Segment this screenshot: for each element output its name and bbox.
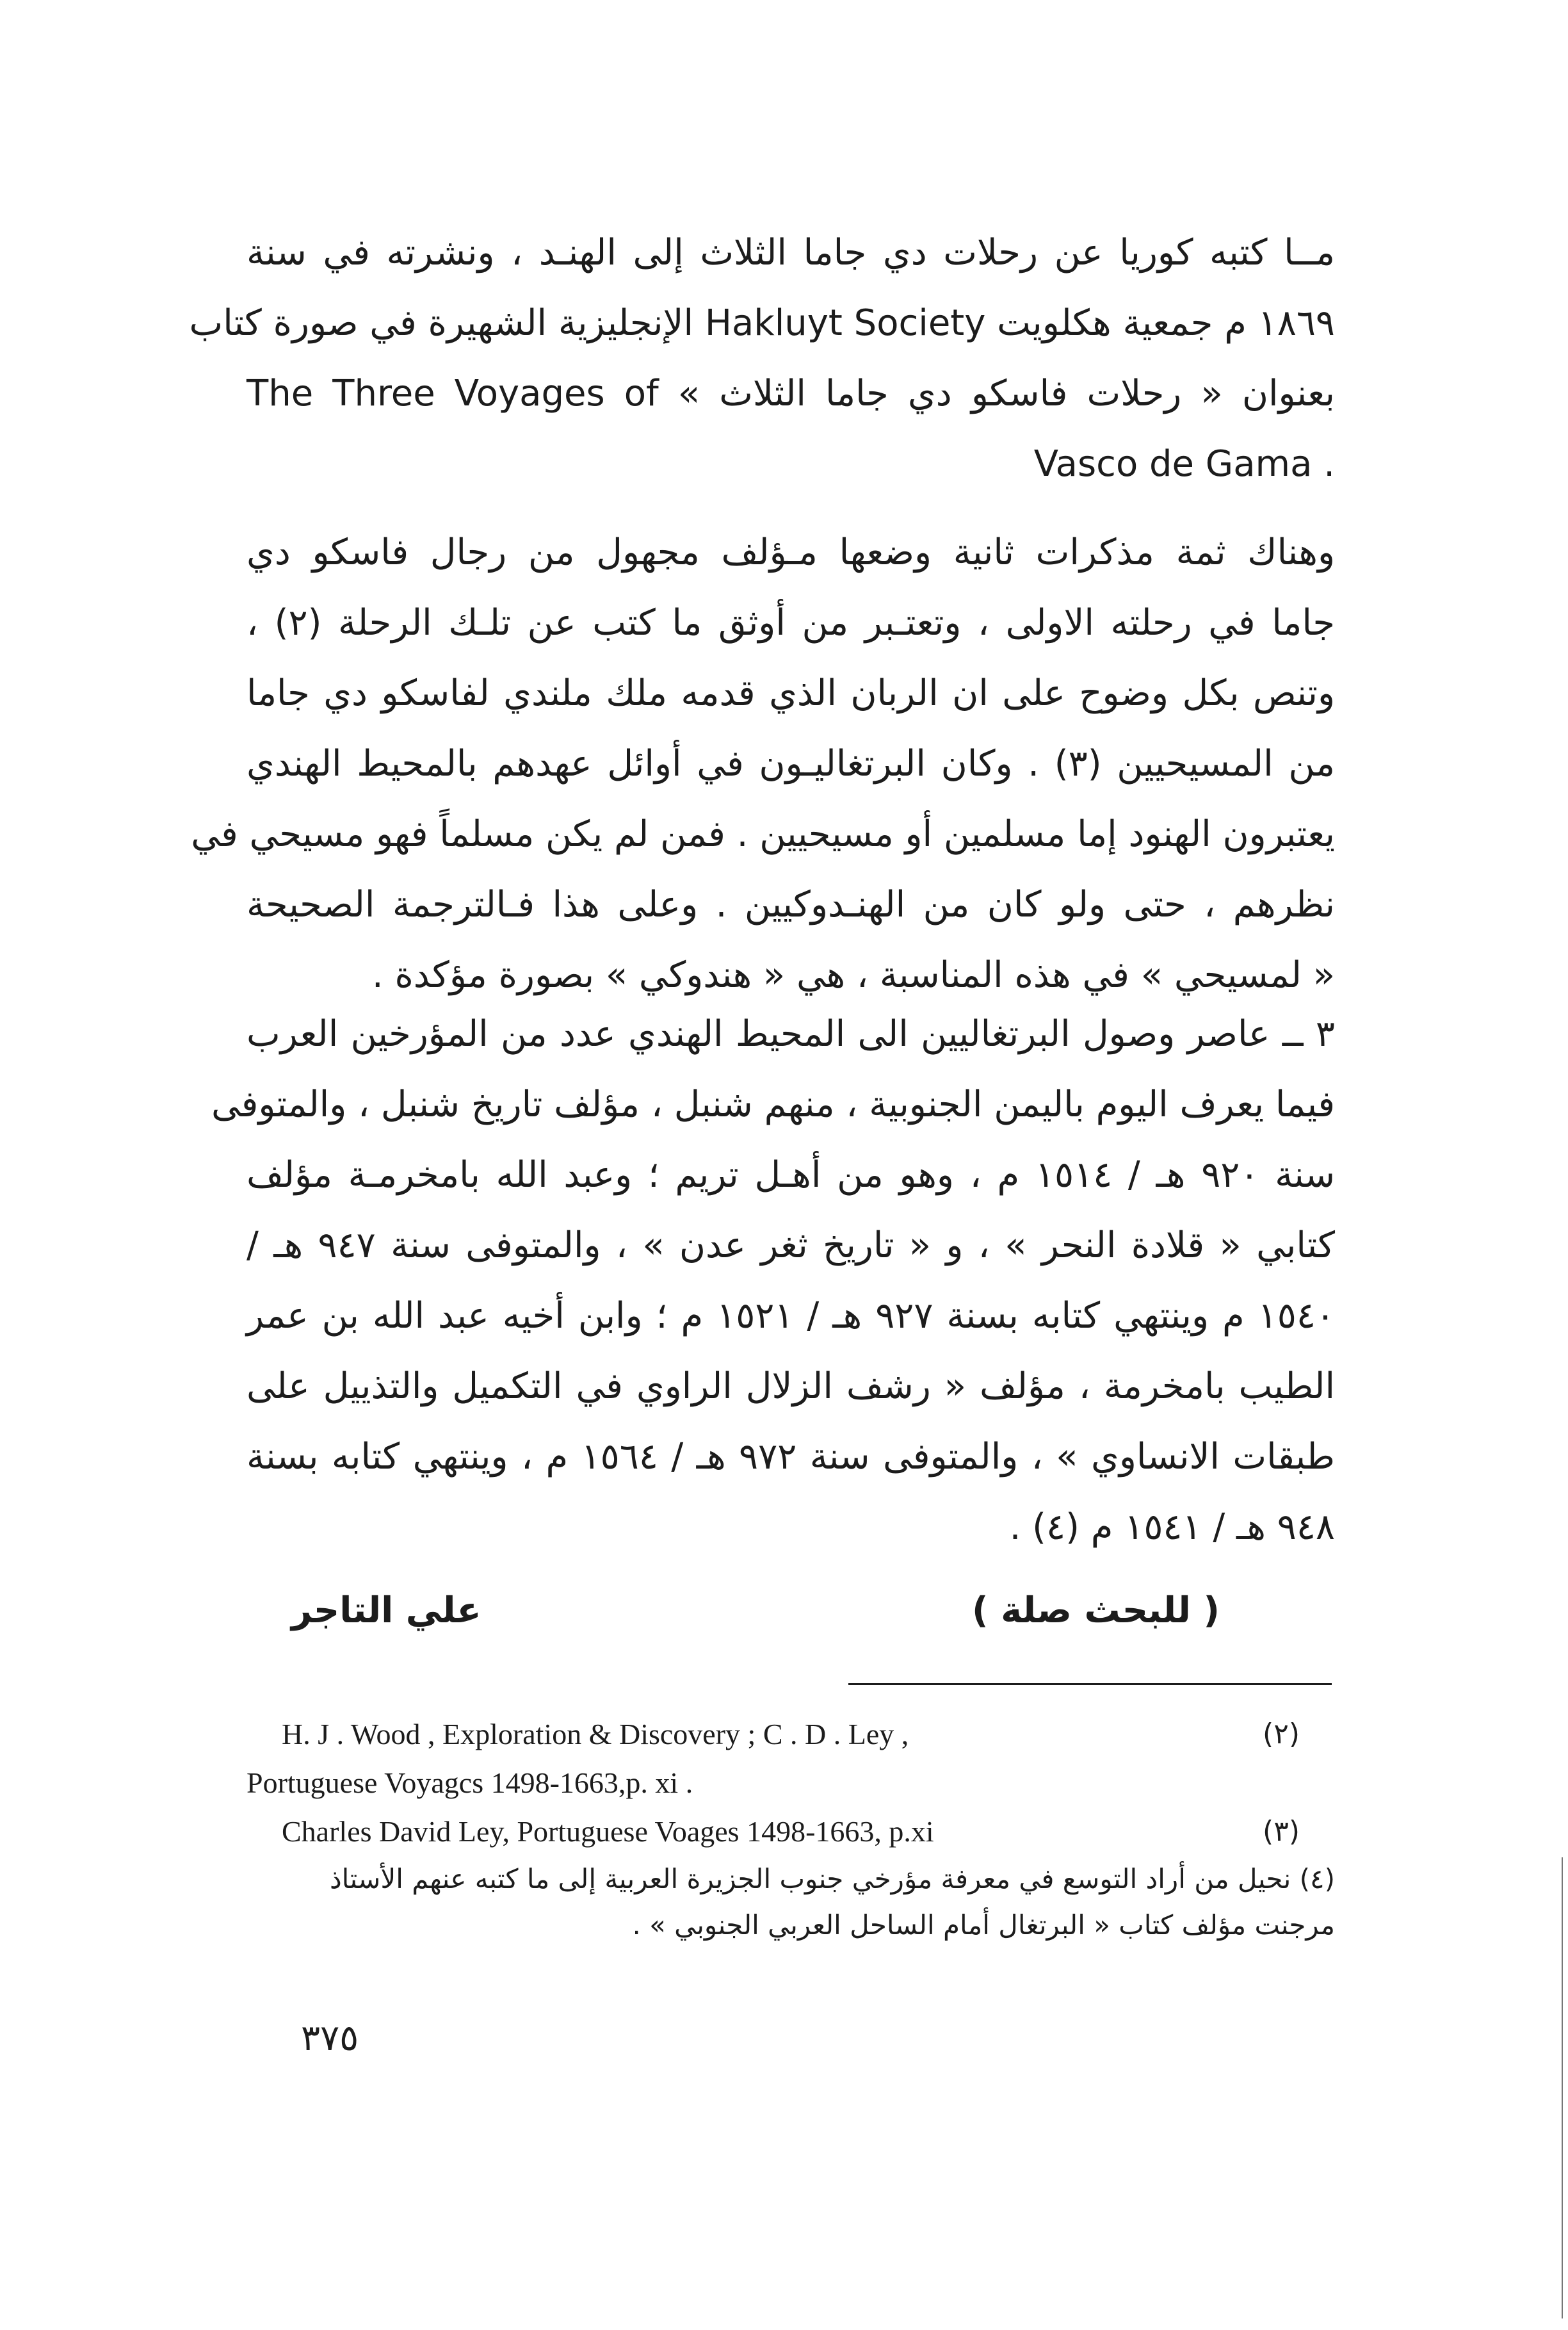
text-line: وتنص بكل وضوح على ان الربان الذي قدمه ملك ملندي لفاسكو دي جاما [247, 672, 1335, 714]
text-line: ٩٤٨ هـ / ١٥٤١ م (٤) . [1009, 1506, 1335, 1548]
text-line: . Vasco de Gama [1033, 443, 1335, 485]
text-line: وهناك ثمة مذكرات ثانية وضعها مـؤلف مجهول من رجال فاسكو دي [247, 532, 1335, 573]
footnotes [247, 1710, 1335, 1948]
page-number: ٣٧٥ [301, 2017, 359, 2059]
text-line: نظرهم ، حتى ولو كان من الهنـدوكيين . وعلى هذا فـالترجمة الصحيحة [247, 884, 1335, 925]
scan-edge-line [1562, 1857, 1563, 2318]
footnote-4-continuation: مرجنت مؤلف كتاب « البرتغال أمام الساحل العربي الجنوبي » . [632, 1909, 1335, 1941]
text-line: ١٨٦٩ م جمعية هكلويت Hakluyt Society الإنجليزية الشهيرة في صورة كتاب [189, 302, 1335, 344]
text-line: ١٥٤٠ م وينتهي كتابه بسنة ٩٢٧ هـ / ١٥٢١ م ؛ وابن أخيه عبد الله بن عمر [247, 1295, 1335, 1337]
body-paragraph-3 [211, 999, 1336, 1563]
footnote-4: (٤) نحيل من أراد التوسع في معرفة مؤرخي جنوب الجزيرة العربية إلى ما كتبه عنهم الأستاذ [329, 1863, 1335, 1894]
body-paragraph-1 [189, 218, 1335, 500]
footnote-text: H. J . Wood , Exploration & Discovery ; C . D . Ley , [282, 1718, 909, 1750]
text-line: الطيب بامخرمة ، مؤلف « رشف الزلال الراوي في التكميل والتذييل على [247, 1365, 1335, 1407]
text-line: ٣ ــ عاصر وصول البرتغاليين الى المحيط الهندي عدد من المؤرخين العرب [247, 1013, 1335, 1055]
text-line: سنة ٩٢٠ هـ / ١٥١٤ م ، وهو من أهـل تريم ؛ وعبد الله بامخرمـة مؤلف [247, 1154, 1335, 1196]
text-line: من المسيحيين (٣) . وكان البرتغاليـون في أوائل عهدهم بالمحيط الهندي [247, 743, 1336, 785]
text-line: جاما في رحلته الاولى ، وتعتـبر من أوثق ما كتب عن تلـك الرحلة (٢) ، [247, 602, 1335, 644]
text-line: يعتبرون الهنود إما مسلمين أو مسيحيين . فمن لم يكن مسلماً فهو مسيحي في [191, 813, 1335, 855]
footnote-number: (٣) [1263, 1815, 1300, 1848]
text-line: « لمسيحي » في هذه المناسبة ، هي « هندوكي » بصورة مؤكدة . [371, 954, 1335, 996]
to-be-continued-note: ( للبحث صلة ) [972, 1590, 1220, 1631]
text-line: فيما يعرف اليوم باليمن الجنوبية ، منهم شنبل ، مؤلف تاريخ شنبل ، والمتوفى [211, 1084, 1335, 1125]
author-name: علي التاجر [291, 1590, 481, 1631]
footnote-3 [247, 1807, 1335, 1856]
text-line: مــا كتبه كوريا عن رحلات دي جاما الثلاث إلى الهنـد ، ونشرته في سنة [247, 232, 1335, 273]
body-paragraph-2 [191, 517, 1336, 1011]
text-line: بعنوان « رحلات فاسكو دي جاما الثلاث » The Three Voyages of [247, 373, 1335, 414]
footnote-text: Charles David Ley, Portuguese Voages 1498-1663, p.xi [282, 1815, 934, 1848]
text-line: طبقات الانساوي » ، والمتوفى سنة ٩٧٢ هـ / ١٥٦٤ م ، وينتهي كتابه بسنة [247, 1436, 1335, 1478]
footnote-text: Portuguese Voyagcs 1498-1663,p. xi . [247, 1766, 693, 1799]
text-line: كتابي « قلادة النحر » ، و « تاريخ ثغر عدن » ، والمتوفى سنة ٩٤٧ هـ / [247, 1225, 1336, 1266]
footnote-number: (٢) [1263, 1718, 1300, 1750]
footnote-2-continuation [247, 1759, 1335, 1807]
signature-row [247, 1576, 1335, 1646]
footnote-2 [247, 1710, 1335, 1759]
footnote-divider [848, 1683, 1332, 1685]
